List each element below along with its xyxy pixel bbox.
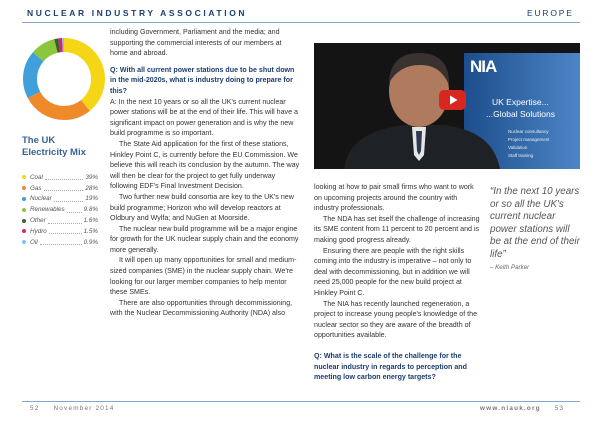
article-paragraph: including Government, Parliament and the media; and supporting the commercial interests of our members at home and abroad. xyxy=(110,28,282,58)
legend-row-nuclear xyxy=(22,194,98,205)
legend-value: 1.6% xyxy=(83,217,98,225)
legend-value: 19% xyxy=(85,195,98,203)
article-paragraph: Two further new build consortia are key to the UK's new build programme; Horizon who will develop reactors at Oldbury and Wylfa; and NuGen at Moorside. xyxy=(110,192,294,223)
legend-dot xyxy=(22,240,26,244)
legend-value: 0.9% xyxy=(83,238,98,246)
pull-quote-attribution: – Keith Parker xyxy=(490,264,530,271)
article-paragraph: The nuclear new build programme will be a major engine for growth for the UK nuclear supply chain and the economy more generally. xyxy=(110,224,299,254)
footer-rule xyxy=(22,401,580,402)
legend-name: Renewables xyxy=(30,206,65,214)
mix-title-line1: The UK xyxy=(22,135,56,146)
header-rule xyxy=(22,22,580,23)
article-paragraph: looking at how to pair small firms who want to work on upcoming projects around the country with industry professionals. xyxy=(314,183,474,213)
article-paragraph: The NIA has recently launched regeneration, a project to increase young people's knowledge of the nuclear sector so they are aware of the breadth of opportunities available. xyxy=(314,299,478,340)
play-button[interactable] xyxy=(439,90,466,110)
legend-row-gas xyxy=(22,183,98,194)
mix-title-line2: Electricity Mix xyxy=(22,146,86,158)
page-number-left: 52 xyxy=(30,405,40,412)
legend-dot xyxy=(22,219,26,223)
legend-dot xyxy=(22,208,26,212)
legend-row-coal xyxy=(22,172,98,183)
video-player[interactable] xyxy=(314,43,580,169)
legend-value: 39% xyxy=(85,173,98,181)
banner-item: Staff training xyxy=(508,153,534,158)
article-paragraph: The NDA has set itself the challenge of increasing its SME content from 11 percent to 20 percent and is making good progress already. xyxy=(314,214,480,244)
electricity-mix-legend xyxy=(22,172,98,248)
legend-value: 9.8% xyxy=(83,206,98,214)
legend-row-renewables xyxy=(22,204,98,215)
article-paragraph: The State Aid application for the first of these stations, Hinkley Point C, is currently before the EU Commission. We believe this will reach its conclusion by the autumn. The way will then be clear for the project to get fully underway following EDF's Final Investment Decision. xyxy=(110,139,300,191)
legend-value: 1.5% xyxy=(83,227,98,235)
legend-value: 28% xyxy=(85,184,98,192)
page-number-right: 53 xyxy=(554,405,565,412)
electricity-mix-title xyxy=(22,135,86,158)
article-paragraph: Ensuring there are people with the right skills coming into the industry is imperative – not only to deal with decommissioning, but in addition we will need 25,000 people for the new build project at Hinkley Point C. xyxy=(314,246,472,297)
legend-row-other xyxy=(22,215,98,226)
footer-right xyxy=(480,405,564,412)
section-label: EUROPE xyxy=(527,8,574,18)
article-column-left xyxy=(110,27,300,319)
play-icon xyxy=(439,90,466,110)
legend-dot xyxy=(22,186,26,190)
legend-row-hydro xyxy=(22,226,98,237)
banner-item: Nuclear consultancy xyxy=(508,129,549,134)
banner-line2: ...Global Solutions xyxy=(486,109,555,119)
legend-name: Coal xyxy=(30,173,43,181)
legend-dot xyxy=(22,175,26,179)
speaker-figure xyxy=(334,43,504,169)
article-paragraph: It will open up many opportunities for small and medium-sized companies (SME) in the nuclear supply chain. We're looking for our larger member companies to help mentor these SMEs. xyxy=(110,256,297,297)
pull-quote: “In the next 10 years or so all the UK's current nuclear power stations will be at the end of their life” xyxy=(490,186,580,260)
publication-title: NUCLEAR INDUSTRY ASSOCIATION xyxy=(27,8,248,18)
article-paragraph: A: In the next 10 years or so all the UK's current nuclear power stations will be at the end of their life. This will have a significant impact on power generation and is why the new build programme is so important. xyxy=(110,97,298,138)
legend-row-oil xyxy=(22,237,98,248)
banner-item: Project management xyxy=(508,137,550,142)
legend-name: Hydro xyxy=(30,227,47,235)
question-heading: Q: What is the scale of the challenge for the nuclear industry in regards to perception and meeting low carbon energy targets? xyxy=(314,351,467,382)
legend-name: Gas xyxy=(30,184,42,192)
article-paragraph: There are also opportunities through decommissioning, with the Nuclear Decommissioning Authority (NDA) also xyxy=(110,298,293,318)
legend-dot xyxy=(22,229,26,233)
article-column-right xyxy=(314,182,482,383)
issue-date: November 2014 xyxy=(53,405,115,412)
banner-logo: NIA xyxy=(470,57,497,76)
legend-name: Oil xyxy=(30,238,38,246)
banner-line1: UK Expertise... xyxy=(492,97,549,107)
question-heading: Q: With all current power stations due to be shut down in the mid-2020s, what is industry doing to prepare for this? xyxy=(110,65,295,95)
website: www.niauk.org xyxy=(480,405,541,412)
legend-name: Other xyxy=(30,217,46,225)
legend-name: Nuclear xyxy=(30,195,52,203)
footer-left xyxy=(30,405,115,412)
legend-dot xyxy=(22,197,26,201)
banner-item: Validation xyxy=(508,145,528,150)
electricity-mix-donut xyxy=(20,35,108,123)
